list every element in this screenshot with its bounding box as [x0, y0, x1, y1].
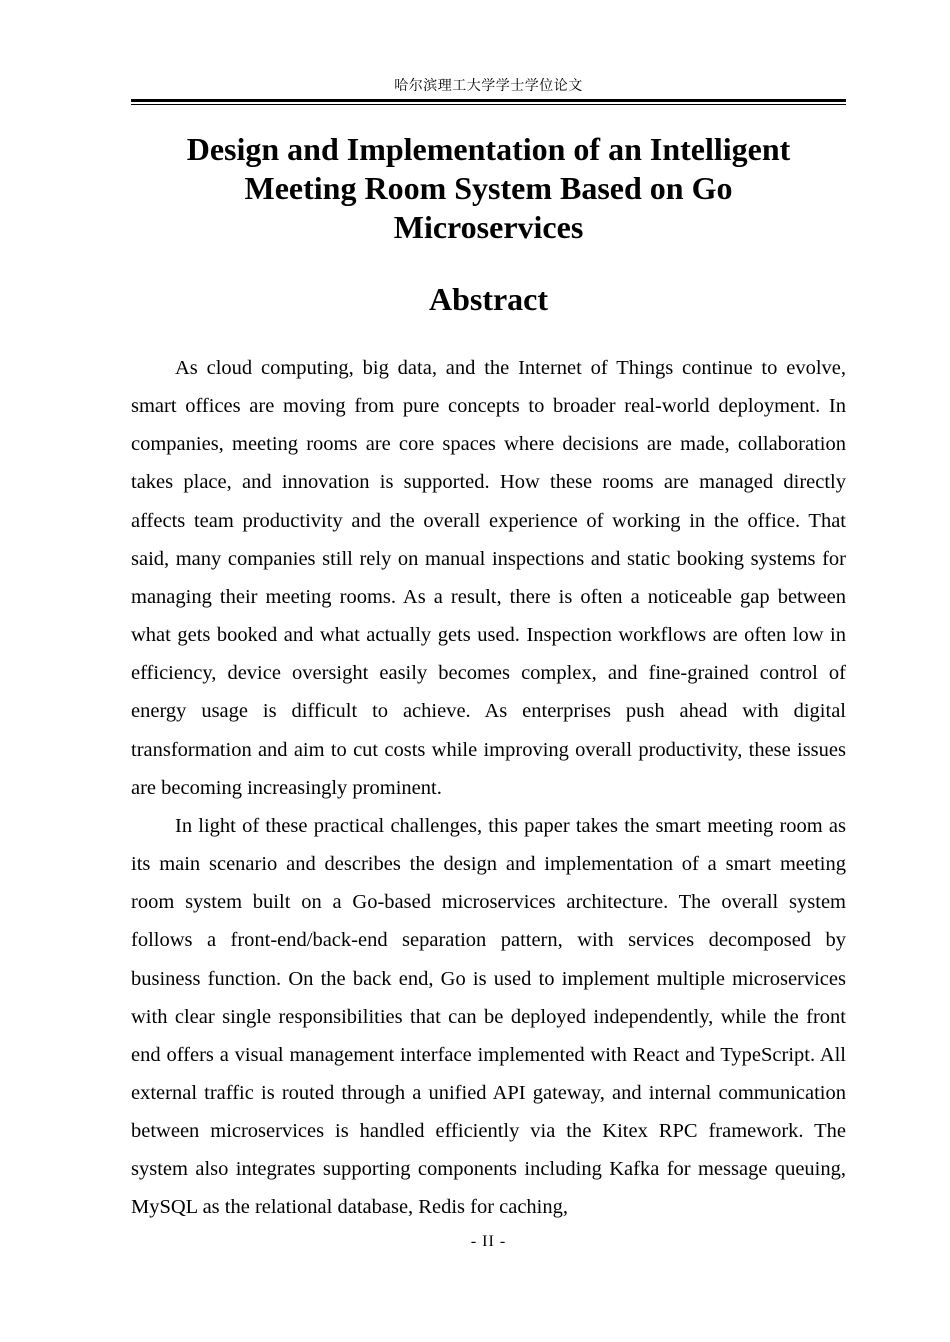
- title-line-2: Meeting Room System Based on Go: [244, 170, 733, 206]
- title-line-1: Design and Implementation of an Intelligent: [186, 131, 791, 167]
- abstract-body: [131, 349, 846, 1227]
- header-rule-thin: [131, 104, 846, 105]
- abstract-paragraph-1: As cloud computing, big data, and the Internet of Things continue to evolve, smart offices are moving from pure concepts to broader real-world deployment. In companies, meeting rooms are core spaces where decisions are made, collaboration takes place, and innovation is supported. How these rooms are managed directly affects team productivity and the overall experience of working in the office. That said, many companies still rely on manual inspections and static booking systems for managing their meeting rooms. As a result, there is often a noticeable gap between what gets booked and what actually gets used. Inspection workflows are often low in efficiency, device oversight easily becomes complex, and fine-grained control of energy usage is difficult to achieve. As enterprises push ahead with digital transformation and aim to cut costs while improving overall productivity, these issues are becoming increasingly prominent.: [131, 357, 846, 799]
- abstract-heading: Abstract: [428, 281, 549, 317]
- header-rule-thick: [131, 99, 846, 102]
- page-number: - II -: [470, 1233, 507, 1250]
- running-header: 哈尔滨理工大学学士学位论文: [394, 78, 583, 94]
- title-line-3: Microservices: [393, 209, 584, 245]
- abstract-paragraph-2: In light of these practical challenges, this paper takes the smart meeting room as its main scenario and describes the design and implementation of a smart meeting room system built on a Go-based microservices architecture. The overall system follows a front-end/back-end separation pattern, with services decomposed by business function. On the back end, Go is used to implement multiple microservices with clear single responsibilities that can be deployed independently, while the front end offers a visual management interface implemented with React and TypeScript. All external traffic is routed through a unified API gateway, and internal communication between microservices is handled efficiently via the Kitex RPC framework. The system also integrates supporting components including Kafka for message queuing, MySQL as the relational database, Redis for caching,: [131, 814, 846, 1219]
- thesis-title: [131, 130, 846, 247]
